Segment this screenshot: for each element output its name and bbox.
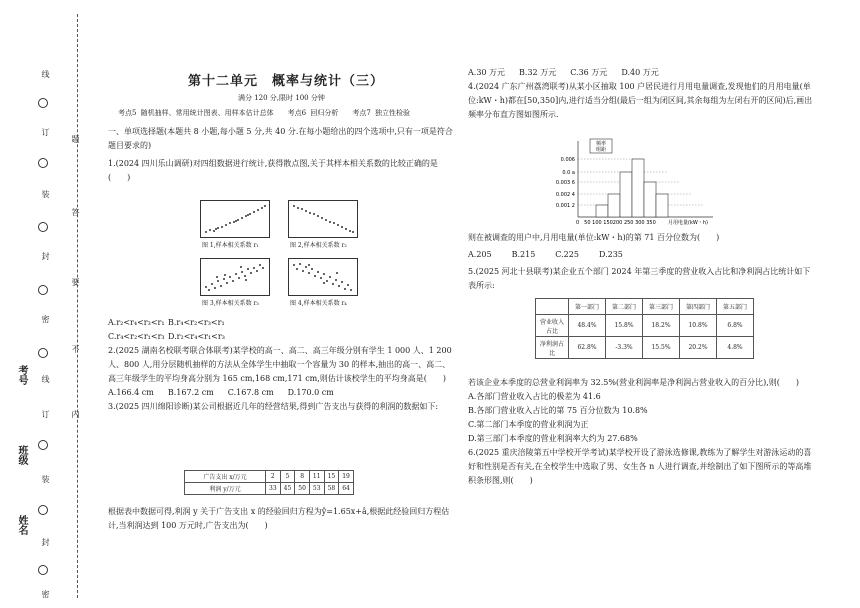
binding-hole-circle <box>38 440 48 450</box>
table-cell: 10.8% <box>680 315 717 337</box>
table-cell: 6.8% <box>717 315 754 337</box>
table-header: 第四部门 <box>680 299 717 315</box>
table-cell: 19 <box>339 471 354 483</box>
option-c: C.167.8 cm <box>227 388 274 397</box>
table-cell: 64 <box>339 483 354 495</box>
binding-hole-circle <box>38 158 48 168</box>
question-2-options <box>108 386 453 400</box>
question-2: 2.(2025 湖南名校联考联合体联考)某学校的高一、高二、高三年级分别有学生 1 000 人、1 200 人、800 人,用分层随机抽样的方法从全体学生中抽取一个容量为 30 的样本,抽出的高一、高二、高三年级学生的平均身高分别为 165 cm,168 cm,171 cm,则估计该校学生的平均身高是( ) <box>108 346 452 383</box>
right-column-mid <box>468 231 813 293</box>
seal-char: 答 <box>71 208 80 216</box>
class-label: 班级 <box>16 445 27 465</box>
option-c: C.36 万元 <box>570 68 608 77</box>
option-c: C.第二部门本季度的营业利润为正 <box>468 420 589 429</box>
question-4-continued: 则在被调查的用户中,月用电量(单位:kW・h)的第 71 百分位数为( ) <box>468 233 720 242</box>
seal-char: 线 <box>41 375 50 383</box>
option-b: B.167.2 cm <box>167 388 214 397</box>
option-a: A.30 万元 <box>468 68 506 77</box>
seal-char: 密 <box>41 590 50 598</box>
table-cell: 53 <box>309 483 324 495</box>
option-d: D.r₂<r₄<r₁<r₃ <box>168 332 225 341</box>
binding-hole-circle <box>38 505 48 515</box>
question-3-options <box>468 66 813 80</box>
option-a: A.205 <box>468 250 492 259</box>
name-label: 姓名 <box>16 515 27 535</box>
option-a: A.r₂<r₄<r₃<r₁ <box>108 318 165 327</box>
seal-char: 订 <box>41 128 50 136</box>
topics-line: 考点5 随机抽样、常用统计图表、用样本估计总体 考点6 回归分析 考点7 独立性检验 <box>118 109 411 117</box>
right-column <box>468 66 813 122</box>
table-header: 第三部门 <box>643 299 680 315</box>
seal-char: 线 <box>41 70 50 78</box>
seal-char: 装 <box>41 475 50 483</box>
binding-margin <box>0 0 90 608</box>
table-cell: 20.2% <box>680 337 717 359</box>
table-cell: -3.3% <box>606 337 643 359</box>
scatter-plot-4 <box>288 258 358 296</box>
exam-number-label: 考号 <box>16 365 27 385</box>
option-c: C.225 <box>555 250 579 259</box>
table-cell: 48.4% <box>569 315 606 337</box>
table-cell: 45 <box>280 483 295 495</box>
option-a: A.各部门营业收入占比的极差为 41.6 <box>468 392 601 401</box>
table-cell: 15.5% <box>643 337 680 359</box>
hist-xticks: 0 50 100 150200 250 300 350 <box>576 220 656 226</box>
binding-hole-circle <box>38 348 48 358</box>
hist-ytick: 0.006 <box>560 157 575 163</box>
seal-char: 要 <box>71 278 80 286</box>
option-c: C.r₄<r₂<r₁<r₃ <box>108 332 165 341</box>
binding-hole-circle <box>38 222 48 232</box>
scatter-plot-2 <box>288 200 358 238</box>
table-cell: 11 <box>309 471 324 483</box>
table-cell: 58 <box>324 483 339 495</box>
ad-profit-table <box>184 470 354 495</box>
option-b: B.各部门营业收入占比的第 75 百分位数为 10.8% <box>468 406 648 415</box>
hist-ytick: 0.002 4 <box>555 192 575 198</box>
seal-char: 题 <box>71 135 80 143</box>
table-header: 利润 y/万元 <box>185 483 266 495</box>
scatter-caption-4: 图 4,样本相关系数 r₄ <box>290 300 347 307</box>
question-1-options-2 <box>108 330 453 344</box>
option-b: B.r₄<r₂<r₃<r₁ <box>168 318 225 327</box>
seal-char: 内 <box>71 410 80 418</box>
option-d: D.170.0 cm <box>287 388 334 397</box>
hist-ytick: 0.001 2 <box>555 203 575 209</box>
scatter-caption-2: 图 2,样本相关系数 r₂ <box>290 242 347 249</box>
hist-ytick: 0.0 a <box>562 170 575 176</box>
table-cell: 62.8% <box>569 337 606 359</box>
left-column <box>108 125 453 185</box>
table-cell: 15 <box>324 471 339 483</box>
question-5-continued: 若该企业本季度的总营业利润率为 32.5%(营业利润率是净利润占营业收入的百分比),则( ) <box>468 378 799 387</box>
seal-char: 封 <box>41 538 50 546</box>
left-column-lower <box>108 316 453 414</box>
option-b: B.32 万元 <box>519 68 557 77</box>
option-d: D.第三部门本季度的营业利润率大约为 27.68% <box>468 434 638 443</box>
table-cell: 2 <box>266 471 281 483</box>
table-header: 净利润占比 <box>536 337 569 359</box>
binding-dashed-line <box>77 14 78 598</box>
question-3-tail <box>108 505 453 533</box>
seal-char: 装 <box>41 190 50 198</box>
department-table <box>535 298 754 359</box>
table-cell: 33 <box>266 483 281 495</box>
question-3: 3.(2025 四川绵阳诊断)某公司根据近几年的经营结果,得到广告支出与获得的利润的数据如下: <box>108 402 439 411</box>
table-cell: 18.2% <box>643 315 680 337</box>
frequency-histogram <box>548 137 748 229</box>
question-3-continued: 根据表中数据可得,利润 y 关于广告支出 x 的经验回归方程为ŷ=1.65x+â,根据此经验回归方程估计,当利润达到 100 万元时,广告支出为( ) <box>108 507 450 530</box>
table-cell: 15.8% <box>606 315 643 337</box>
table-header: 第一部门 <box>569 299 606 315</box>
question-5: 5.(2025 河北十县联考)某企业五个部门 2024 年第三季度的营业收入占比和净利润占比统计如下表所示: <box>468 267 811 290</box>
hist-ylabel-top: 频率 <box>595 141 607 147</box>
exam-info: 满分 120 分,限时 100 分钟 <box>238 94 325 102</box>
page-title: 第十二单元 概率与统计（三） <box>188 74 385 89</box>
question-6: 6.(2025 重庆涪陵第五中学校开学考试)某学校开设了游泳选修课,教练为了解学生对游泳运动的喜好和性别是否有关,在全校学生中选取了男、女生各 n 人进行调查,并绘制出了如下图所示的等高堆积条形图,则( ) <box>468 448 812 485</box>
scatter-caption-3: 图 3,样本相关系数 r₃ <box>202 300 259 307</box>
option-d: D.235 <box>598 250 623 259</box>
binding-hole-circle <box>38 98 48 108</box>
scatter-plot-3 <box>200 258 270 296</box>
seal-char: 封 <box>41 252 50 260</box>
option-a: A.166.4 cm <box>108 388 154 397</box>
table-cell: 5 <box>280 471 295 483</box>
hist-ylabel-bottom: 组距 <box>595 147 607 153</box>
binding-hole-circle <box>38 565 48 575</box>
section-heading: 一、单项选择题(本题共 8 小题,每小题 5 分,共 40 分.在每小题给出的四个选项中,只有一项是符合题目要求的) <box>108 127 453 150</box>
option-d: D.40 万元 <box>621 68 659 77</box>
table-header: 广告支出 x/万元 <box>185 471 266 483</box>
hist-xlabel: 月用电量(kW・h) <box>668 220 708 226</box>
table-cell: 50 <box>295 483 310 495</box>
scatter-plot-1 <box>200 200 270 238</box>
seal-char: 密 <box>41 315 50 323</box>
question-1: 1.(2024 四川乐山调研)对四组数据进行统计,获得散点图,关于其样本相关系数的比较正确的是( ) <box>108 159 438 182</box>
table-cell: 4.8% <box>717 337 754 359</box>
scatter-caption-1: 图 1,样本相关系数 r₁ <box>202 242 259 249</box>
table-header: 第五部门 <box>717 299 754 315</box>
question-1-options <box>108 316 453 330</box>
right-column-lower <box>468 376 813 488</box>
table-header <box>536 299 569 315</box>
table-header: 营业收入占比 <box>536 315 569 337</box>
hist-ytick: 0.003 6 <box>555 180 575 186</box>
table-cell: 8 <box>295 471 310 483</box>
option-b: B.215 <box>511 250 536 259</box>
table-header: 第二部门 <box>606 299 643 315</box>
seal-char: 订 <box>41 410 50 418</box>
question-4: 4.(2024 广东广州荔湾联考)从某小区抽取 100 户居民进行月用电量调查,发现他们的月用电量(单位:kW・h)都在[50,350]内,进行适当分组(最后一组为闭区间,其余每组为左闭右开的区间)后,画出频率分布直方图如图所示. <box>468 82 813 119</box>
binding-hole-circle <box>38 285 48 295</box>
seal-char: 不 <box>71 345 80 353</box>
question-4-options <box>468 248 813 262</box>
